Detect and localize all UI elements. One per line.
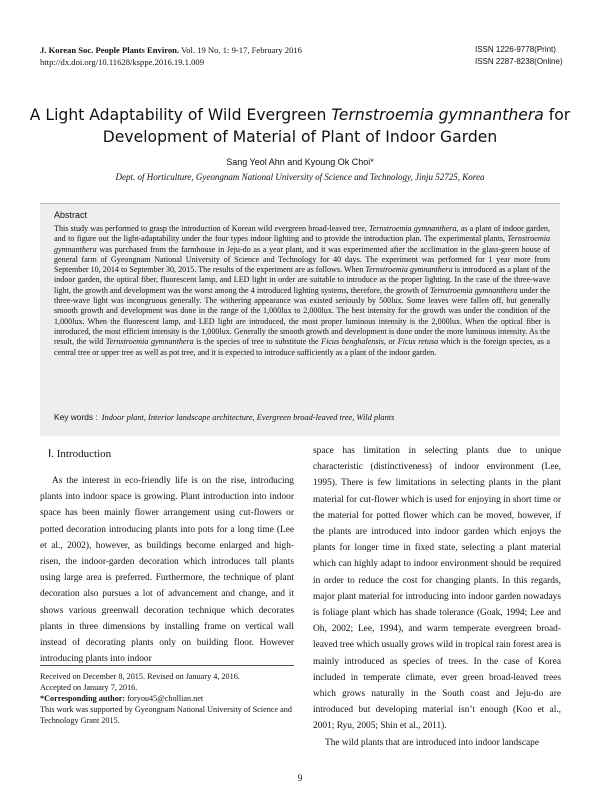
title-line2: Development of Material of Plant of Indoor Garden [102,128,498,146]
right-column [313,443,561,751]
keywords-text: Indoor plant, Interior landscape architecture, Evergreen broad-leaved tree, Wild plants [101,413,395,422]
left-column [40,473,294,667]
issn-block [475,44,563,68]
journal-volume: Vol. 19 No. 1: 9-17, February 2016 [181,45,302,55]
journal-name: J. Korean Soc. People Plants Environ. [40,45,180,55]
intro-paragraph-1: As the interest in eco-friendly life is on the rise, introducing plants into indoor space is growing. Plant introduction into indoor space has been mainly flower arrangement using cut-flowers or potted decoration introducing plants into pots for a long time (Lee et al., 2002), however, as buildings become enlarged and high-risen, the indoor-garden decoration which introduces tall plants using large area is preferred. Furthermore, the technique of plant decoration also pursues a lot of advancement and change, and it shows various greenwall decoration technique which decorates plants in three dimensions by installing frame on vertical wall instead of decorating plants only on building floor. However introducing plants into indoor [40,476,294,665]
affiliation: Dept. of Horticulture, Gyeongnam National University of Science and Technology, Jinju 52725, Korea [115,172,485,182]
title-species: Ternstroemia gymnanthera [331,106,544,124]
abstract-box [40,203,560,436]
intro-paragraph-3: The wild plants that are introduced into indoor landscape [325,737,539,748]
keywords [54,412,550,422]
footnote [40,671,294,726]
corresponding-author: *Corresponding author: foryou45@chollian.net [40,694,204,703]
intro-paragraph-2: space has limitation in selecting plants due to unique characteristic (distinctiveness) of indoor environment (Lee, 1995). There is few limitations in selecting plants in the plant material for cut-flower which is used for enjoying in short time or the material for potted flower which can be moved, however, if the plants are introduced into indoor garden which enjoys the plants for longer time in fixed state, selecting a plant material which can highly adapt to indoor environment should be required in order to reduce the cost for changing plants. In this regards, major plant material for introducing into indoor garden nowadays is foliage plant which has shade tolerance (Goak, 1994; Lee and Oh, 2002; Lee, 1994), and warm temperate evergreen broad-leaved tree which usually grows wild in tropical rain forest area is mainly introduced as species of trees. In the case of Korea included in temperate climate, ever green broad-leaved trees which grows naturally in the South coast and Jeju-do are introduced but developing material isn’t enough (Koo et al., 2001; Ryu, 2005; Shin et al., 2011). [313,446,561,732]
page-number: 9 [297,774,303,784]
author-email[interactable]: foryou45@chollian.net [125,694,204,703]
journal-header [40,44,302,68]
abstract-heading: Abstract [54,210,88,220]
keywords-label: Key words : [54,412,98,422]
issn-print: ISSN 1226-9778(Print) [475,45,556,54]
received-date: Received on December 8, 2015. Revised on January 4, 2016. [40,672,240,681]
paper-title [20,104,580,148]
issn-online: ISSN 2287-8238(Online) [475,57,563,66]
footnote-divider [40,665,294,666]
abstract-text: This study was performed to grasp the introduction of Korean wild evergreen broad-leaved tree, Ternstroemia gymnanthera, as a plant of indoor garden, and to figure out the light-adaptability under the four types indoor lighting and to provide the introduction plan. The experimental plants, Ternstroemia gymnanthera was purchased from the farmhouse in Jeju-do as a year plant, and it was experimented after the acclimation in the glass-green house of general farm of Gyeongnam National University of Science and Technology for 40 days. The experiment was performed for 1 year more from September 10, 2014 to September 30, 2015. The results of the experiment are as follows. When Ternstroemia gymnanthera is introduced as a plant of the indoor garden, the optical fiber, fluorescent lamp, and LED light in order are suitable to introduce as the proper lighting. In the case of the three-wave light, the growth and development was the worst among the 4 introduced lighting systems, therefore, the growth of Ternstroemia gymnanthera under the three-wave light was incongruous generally. The withering appearance was existed seriously by 500lux. Some leaves were fallen off, but generally smooth growth and development was done in the range of the 1,000lux to 2,000lux. The best intensity for the growth was under the condition of the 1,000lux. When the fluorescent lamp, and LED light are introduced, the most proper luminous intensity is the 2,000lux. When the optical fiber is introduced, the most efficient intensity is the 1,000lux. Generally the smooth growth and development is done under the more luminous intensity. As the result, the wild Ternstroemia gymnanthera is the species of tree to substitute the Ficus benghalensis, or Ficus retusa which is the foreign species, as a central tree or upper tree as well as pot tree, and it is expected to introduce sufficiently as a plant of the indoor garden. [54,224,551,357]
authors: Sang Yeol Ahn and Kyoung Ok Choi* [226,157,374,167]
section-heading-introduction: Ⅰ. Introduction [48,448,112,460]
accepted-date: Accepted on January 7, 2016. [40,683,138,692]
doi-link[interactable]: http://dx.doi.org/10.11628/ksppe.2016.19.1.009 [40,57,204,67]
title-line1-start: A Light Adaptability of Wild Evergreen [29,106,332,124]
funding-note: This work was supported by Gyeongnam National University of Science and Technology Grant 2015. [40,705,292,725]
title-line1-end: for [543,106,571,124]
